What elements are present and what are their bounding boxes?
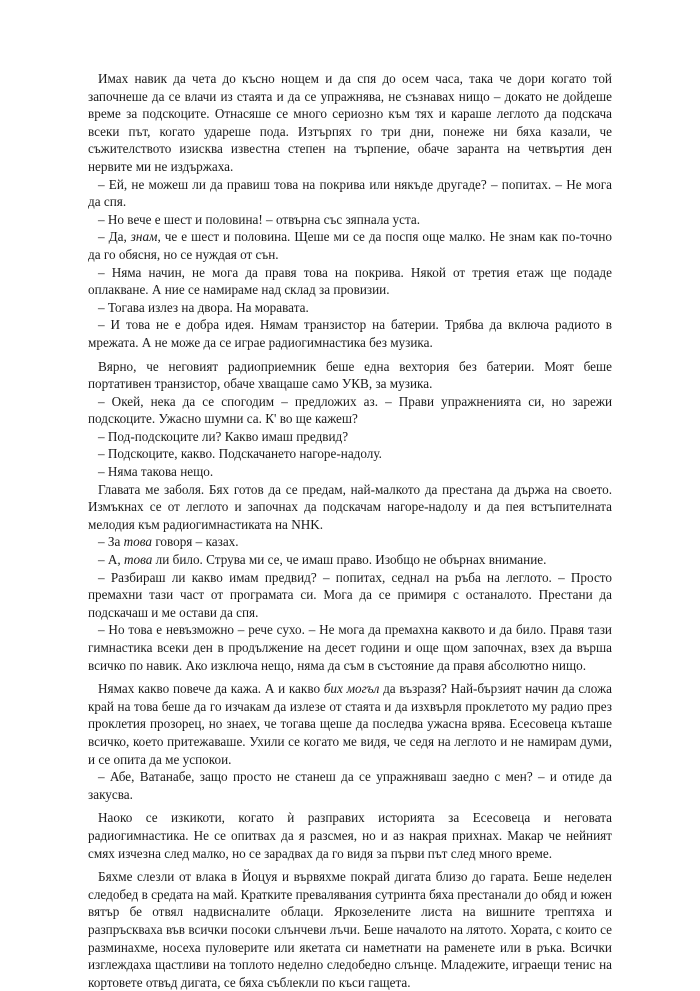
paragraph [88,809,612,862]
paragraph [88,569,612,622]
paragraph [88,768,612,803]
text-run: – Тогава излез на двора. На моравата. [98,299,309,315]
text-run: говоря – казах. [152,534,239,550]
text-run: – Но това е невъзможно – рече сухо. – Не мога да премахна каквото и да било. Правя тази гимнастика всеки ден в продължение на десет години и още щом започнах, взех да върша всичко по навик. Ако изключа нещо, няма да съм в състояние да правя абсолютно нищо. [88,622,612,673]
paragraph [88,358,612,393]
paragraph [88,299,612,317]
paragraph [88,211,612,229]
text-run: Имах навик да чета до късно нощем и да спя до осем часа, така че дори когато той започнеше да се влачи из стаята и да се упражнява, не съзнавах нищо – докато не дойдеше време за подскоците. Отнасяше се много сериозно към тях и караше леглото да подскача всеки път, когато удареше пода. Изтърпях го три дни, понеже ни бяха казали, че съжителството изисква известна степен на търпение, обаче заранта на четвъртия ден нервите ми не издържаха. [88,71,612,174]
paragraph [88,551,612,569]
italic-text: това [124,552,153,568]
document-body [88,70,612,991]
paragraph [88,481,612,534]
text-run: да възразя? Най-бързият начин да сложа край на това беше да го изчакам да излезе от стаята и да изхвърля проклетото му радио през проклетия прозорец, но знаех, че тогава щеше да последва ужасна врява. Есесовеца къташе всичко, което притежаваше. Ухили се когато ме видя, че седя на леглото и не намирам думи, и се опита да ме успокои. [88,681,612,767]
text-run: – Но вече е шест и половина! – отвърна със зяпнала уста. [98,211,421,227]
text-run: ли било. Струва ми се, че имаш право. Изобщо не обърнах внимание. [152,552,547,568]
text-run: Нямах какво повече да кажа. А и какво [98,681,324,697]
text-run: – Няма такова нещо. [98,464,214,480]
text-run: – И това не е добра идея. Нямам транзистор на батерии. Трябва да включа радиото в мрежата. А не може да се играе радиогимнастика без музика. [88,317,612,350]
paragraph [88,228,612,263]
paragraph [88,621,612,674]
text-run: – Абе, Ватанабе, защо просто не станеш да се упражняваш заедно с мен? – и отиде да закусва. [88,769,612,802]
italic-text: това [123,534,153,550]
italic-text: знам [130,229,158,245]
paragraph [88,533,612,551]
paragraph [88,264,612,299]
text-run: Главата ме заболя. Бях готов да се предам, най-малкото да престана да държа на своето. Измъкнах се от леглото и започнах да подскачам нагоре-надолу и да пея встъпителната мелодия към радиогимнастиката на NHK. [88,481,612,532]
text-run: , че е шест и половина. Щеше ми се да поспя още малко. Не знам как по-точно да го обясня, но се нуждая от сън. [88,229,612,262]
paragraph [88,70,612,176]
text-run: – Окей, нека да се спогодим – предложих аз. – Прави упражненията си, но зарежи подскоците. Ужасно шумни са. К' во ще кажеш? [88,393,612,427]
text-run: – Подскоците, какво. Подскачането нагоре-надолу. [98,446,382,462]
text-run: – А, [98,552,125,568]
text-run: Вярно, че неговият радиоприемник беше една вехтория без батерии. Моят беше портативен транзистор, обаче хващаше само УКВ, за музика. [88,358,612,392]
paragraph [88,393,612,428]
paragraph [88,868,612,991]
text-run: – Под-подскоците ли? Какво имаш предвид? [98,428,349,444]
paragraph [88,445,612,463]
paragraph [88,316,612,351]
text-run: – Да, [98,229,131,245]
text-run: – За [98,534,124,550]
paragraph [88,176,612,211]
text-run: – Няма начин, не мога да правя това на покрива. Някой от третия етаж ще подаде оплакване. А ние се намираме над склад за провизии. [88,264,612,298]
text-run: Наоко се изкикоти, когато ѝ разправих историята за Есесовеца и неговата радиогимнастика. Не се опитвах да я разсмея, но и аз накрая прихнах. Макар че нейният смях изчезна след малко, но се зарадвах да го видя за първи път след много време. [88,810,612,861]
paragraph [88,428,612,446]
paragraph [88,463,612,481]
text-run: – Ей, не можеш ли да правиш това на покрива или някъде другаде? – попитах. – Не мога да спя. [88,176,612,210]
text-run: – Разбираш ли какво имам предвид? – попитах, седнал на ръба на леглото. – Просто премахни тази част от програмата си. Мога да се примиря с останалото. Престани да подскачаш и ме остави да спя. [88,569,612,620]
italic-text: бих могъл [323,681,380,697]
text-run: Бяхме слезли от влака в Йоцуя и вървяхме покрай дигата близо до гарата. Беше неделен следобед в средата на май. Кратките превалявания сутринта бяха престанали до обяд и южен вятър бе отвял надвисналите облаци. Яркозелените листа на вишните трептяха и разпръскваха във всички посоки слънчеви лъчи. Беше началото на лятото. Хората, с които се разминахме, носеха пуловерите или якетата си наметнати на раменете или в ръка. Всички изглеждаха щастливи на топлото неделно следобедно слънце. Младежите, играещи тенис на кортовете отвъд дигата, се бяха съблекли по къси гащета. [88,869,612,990]
paragraph [88,680,612,768]
